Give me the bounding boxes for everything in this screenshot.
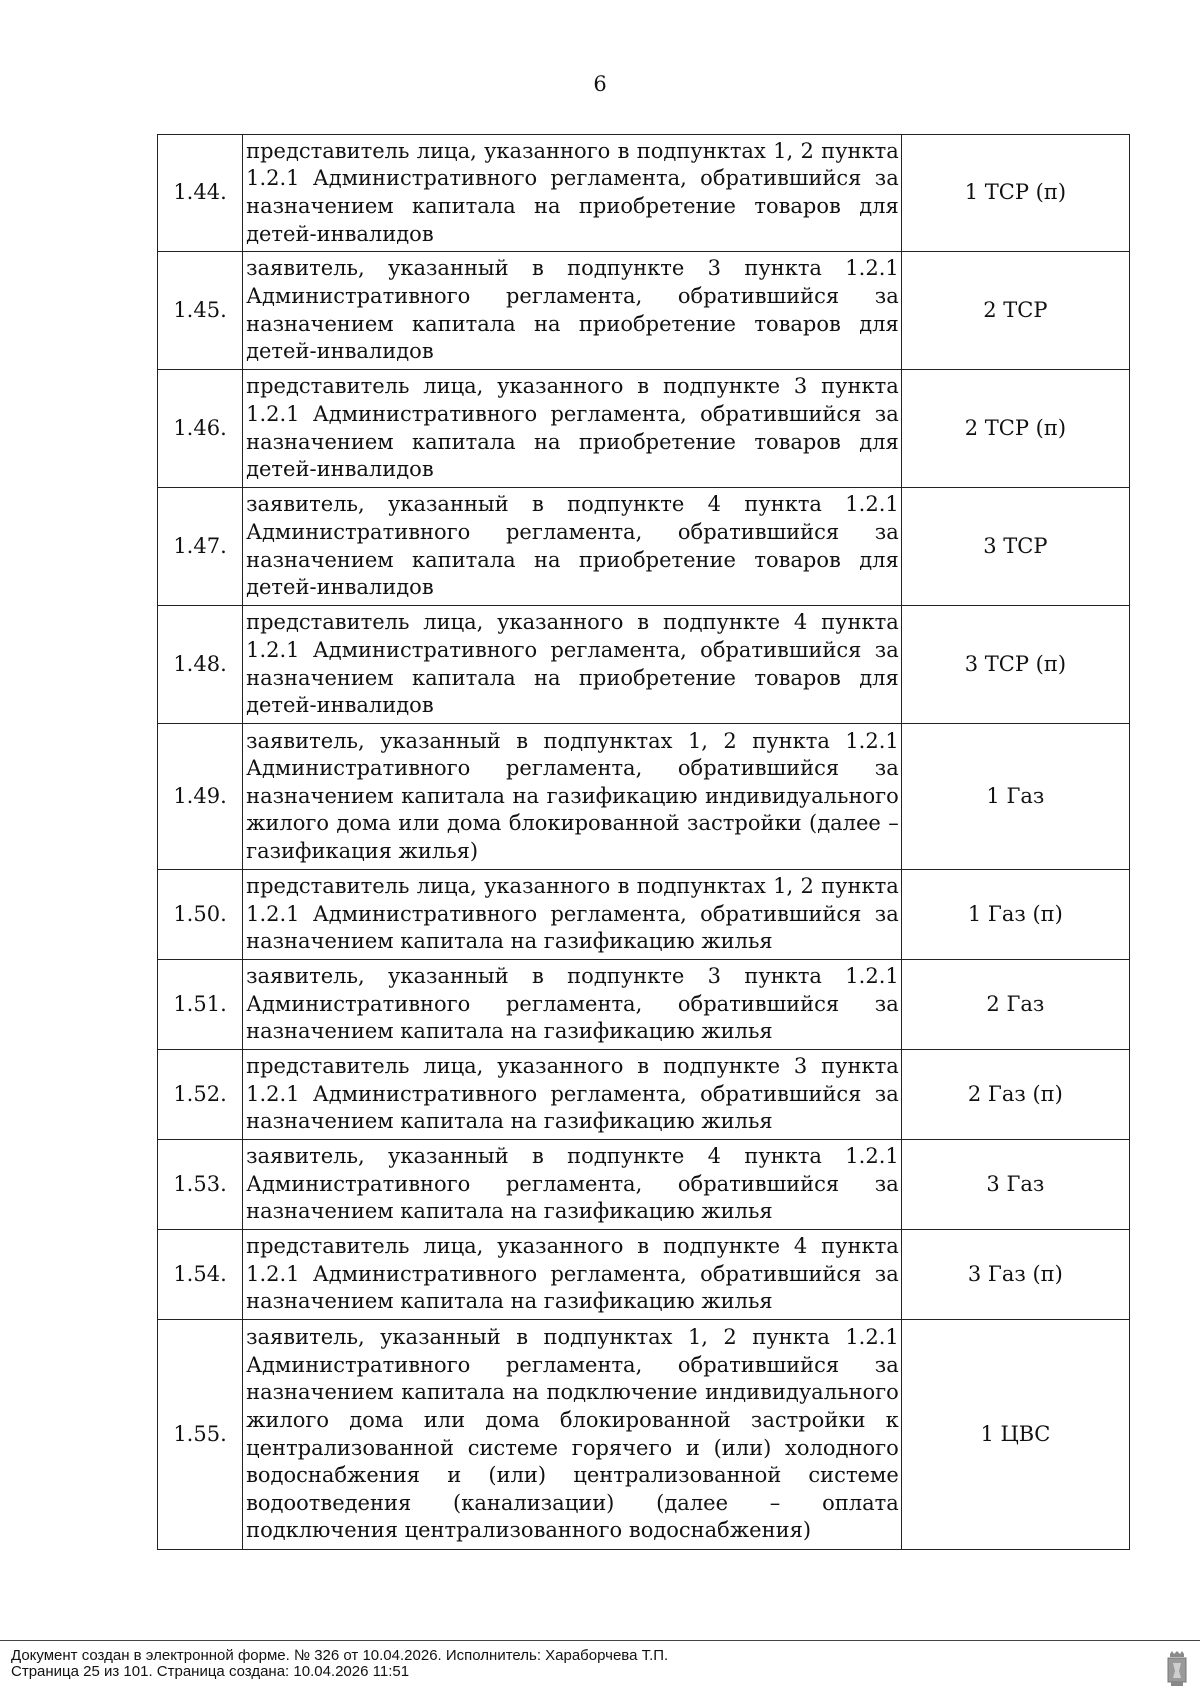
- table-row: [158, 960, 1130, 1050]
- coat-of-arms-icon: [1166, 1651, 1188, 1687]
- table-row: [158, 1320, 1130, 1550]
- footer-text: [11, 1648, 668, 1680]
- row-code: 3 Газ: [901, 1140, 1129, 1230]
- row-code: 1 Газ: [901, 724, 1129, 870]
- table-row: [158, 488, 1130, 606]
- row-number: 1.44.: [158, 135, 243, 252]
- row-number: 1.53.: [158, 1140, 243, 1230]
- row-number: 1.48.: [158, 606, 243, 724]
- row-code: 2 Газ (п): [901, 1050, 1129, 1140]
- table-row: [158, 724, 1130, 870]
- row-description: представитель лица, указанного в подпункте 4 пункта 1.2.1 Административного регламента, обратившийся за назначением капитала на приобретение товаров для детей-инвалидов: [243, 606, 902, 724]
- row-description: представитель лица, указанного в подпункте 3 пункта 1.2.1 Административного регламента, обратившийся за назначением капитала на приобретение товаров для детей-инвалидов: [243, 370, 902, 488]
- services-table: [157, 134, 1130, 1550]
- row-description: заявитель, указанный в подпунктах 1, 2 пункта 1.2.1 Административного регламента, обратившийся за назначением капитала на газификацию индивидуального жилого дома или дома блокированной застройки (далее – газификация жилья): [243, 724, 902, 870]
- table-row: [158, 252, 1130, 370]
- table-row: [158, 135, 1130, 252]
- table-row: [158, 1230, 1130, 1320]
- row-code: 2 Газ: [901, 960, 1129, 1050]
- row-code: 3 ТСР: [901, 488, 1129, 606]
- row-number: 1.50.: [158, 870, 243, 960]
- row-description: заявитель, указанный в подпункте 4 пункта 1.2.1 Административного регламента, обратившийся за назначением капитала на приобретение товаров для детей-инвалидов: [243, 488, 902, 606]
- footer-line-page: Страница 25 из 101. Страница создана: 10.04.2026 11:51: [11, 1663, 410, 1680]
- row-number: 1.52.: [158, 1050, 243, 1140]
- table-row: [158, 870, 1130, 960]
- footer-line-document: Документ создан в электронной форме. № 326 от 10.04.2026. Исполнитель: Хараборчева Т.П.: [11, 1647, 669, 1664]
- row-description: заявитель, указанный в подпункте 3 пункта 1.2.1 Административного регламента, обратившийся за назначением капитала на приобретение товаров для детей-инвалидов: [243, 252, 902, 370]
- row-description: заявитель, указанный в подпунктах 1, 2 пункта 1.2.1 Административного регламента, обратившийся за назначением капитала на подключение индивидуального жилого дома или дома блокированной застройки к централизованной системе горячего и (или) холодного водоснабжения и (или) централизованной системе водоотведения (канализации) (далее – оплата подключения централизованного водоснабжения): [243, 1320, 902, 1550]
- row-number: 1.54.: [158, 1230, 243, 1320]
- row-code: 3 ТСР (п): [901, 606, 1129, 724]
- page-number: 6: [593, 72, 607, 96]
- table-row: [158, 1050, 1130, 1140]
- row-code: 2 ТСР (п): [901, 370, 1129, 488]
- row-description: представитель лица, указанного в подпунктах 1, 2 пункта 1.2.1 Административного регламента, обратившийся за назначением капитала на приобретение товаров для детей-инвалидов: [243, 135, 902, 252]
- row-code: 2 ТСР: [901, 252, 1129, 370]
- row-number: 1.55.: [158, 1320, 243, 1550]
- row-number: 1.47.: [158, 488, 243, 606]
- row-code: 1 ЦВС: [901, 1320, 1129, 1550]
- row-code: 3 Газ (п): [901, 1230, 1129, 1320]
- row-description: представитель лица, указанного в подпункте 4 пункта 1.2.1 Административного регламента, обратившийся за назначением капитала на газификацию жилья: [243, 1230, 902, 1320]
- document-footer: [0, 1640, 1200, 1680]
- row-code: 1 Газ (п): [901, 870, 1129, 960]
- table-row: [158, 1140, 1130, 1230]
- row-number: 1.45.: [158, 252, 243, 370]
- table-row: [158, 606, 1130, 724]
- row-number: 1.51.: [158, 960, 243, 1050]
- row-description: заявитель, указанный в подпункте 3 пункта 1.2.1 Административного регламента, обратившийся за назначением капитала на газификацию жилья: [243, 960, 902, 1050]
- table-row: [158, 370, 1130, 488]
- row-number: 1.46.: [158, 370, 243, 488]
- row-description: заявитель, указанный в подпункте 4 пункта 1.2.1 Административного регламента, обратившийся за назначением капитала на газификацию жилья: [243, 1140, 902, 1230]
- row-code: 1 ТСР (п): [901, 135, 1129, 252]
- row-number: 1.49.: [158, 724, 243, 870]
- row-description: представитель лица, указанного в подпункте 3 пункта 1.2.1 Административного регламента, обратившийся за назначением капитала на газификацию жилья: [243, 1050, 902, 1140]
- row-description: представитель лица, указанного в подпунктах 1, 2 пункта 1.2.1 Административного регламента, обратившийся за назначением капитала на газификацию жилья: [243, 870, 902, 960]
